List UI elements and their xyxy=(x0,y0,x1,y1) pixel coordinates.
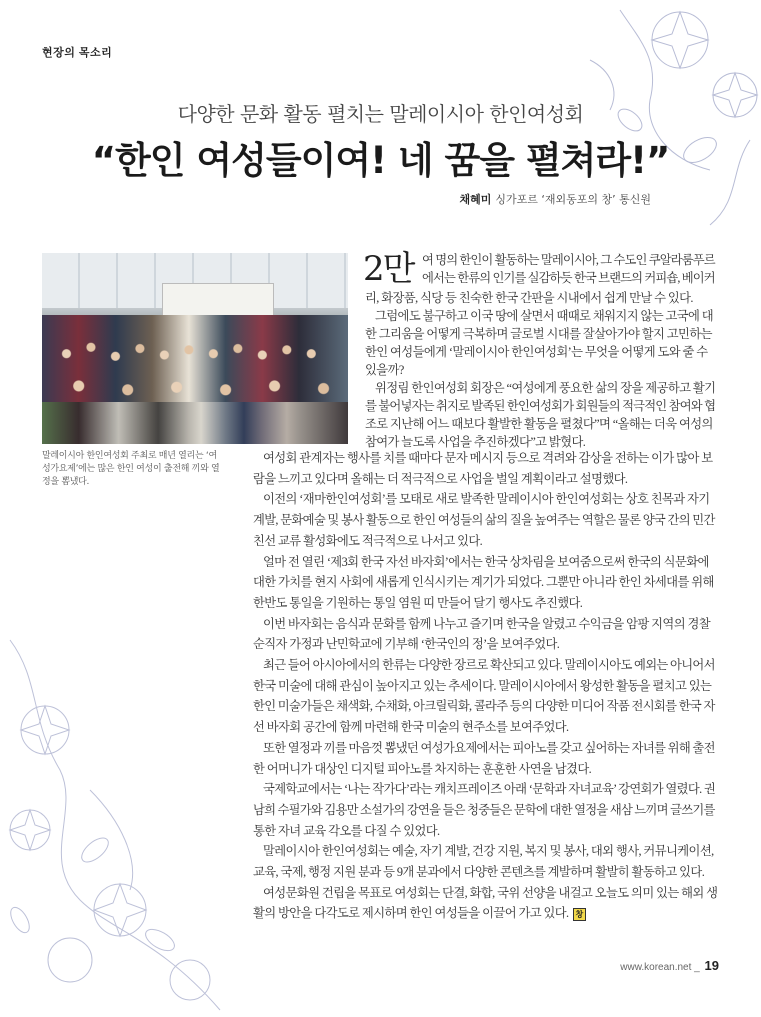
body-line: 여성문화원 건립을 목표로 여성회는 단결, 화합, 국위 선양을 내걸고 오늘도 의미 있는 해외 생 xyxy=(263,885,718,900)
body-line: 남희 수필가와 김용만 소설가의 강연을 들은 청중들은 문학에 대한 열정을 새삼 느끼며 글쓰기를 xyxy=(253,802,715,817)
body-line: 순직자 가정과 난민학교에 기부해 ‘한국인의 정’을 보여주었다. xyxy=(253,637,560,652)
drop-cap: 2만 xyxy=(363,249,414,289)
body-line: 계발, 문화예술 및 봉사 활동으로 한인 여성들의 삶의 질을 높여주는 역할은 물론 양국 간의 민간 xyxy=(253,513,715,528)
body-line: 한 어머니가 대상인 디지털 피아노를 차지하는 훈훈한 사연을 남겼다. xyxy=(253,761,592,776)
body-line: 그럼에도 불구하고 이국 땅에 살면서 때때로 채워지지 않는 고국에 대 xyxy=(375,309,714,323)
body-line: 한 그리움을 어떻게 극복하며 글로벌 시대를 잘살아가야 할지 고민하는 xyxy=(365,327,712,341)
body-line: 리, 화장품, 식당 등 친숙한 한국 간판을 시내에서 쉽게 만날 수 있다. xyxy=(365,291,693,305)
body-line: 한반도 통일을 기원하는 통일 염원 띠 만들어 달기 행사도 추진했다. xyxy=(253,595,583,610)
group-photo xyxy=(42,253,348,444)
body-line: 국제학교에서는 ‘나는 작가다’라는 캐치프레이즈 아래 ‘문학과 자녀교육’ 강연회가 열렸다. 권 xyxy=(263,782,716,797)
body-line: 최근 들어 아시아에서의 한류는 다양한 장르로 확산되고 있다. 말레이시아도 예외는 아니어서 xyxy=(263,658,715,672)
page-number: 19 xyxy=(704,958,719,973)
author-role: 싱가포르 ‘재외동포의 창’ 통신원 xyxy=(495,193,651,206)
body-line: 선 바자회 공간에 함께 마련해 한국 미술의 현주소를 보여주었다. xyxy=(253,720,569,735)
body-line: 활의 방안을 다각도로 제시하며 한인 여성들을 이끌어 가고 있다. 창 xyxy=(253,905,715,921)
body-line: 여 명의 한인이 활동하는 말레이시아, 그 수도인 쿠알라룸푸르 xyxy=(422,253,715,267)
body-line: 위정림 한인여성회 회장은 “여성에게 풍요한 삶의 장을 제공하고 활기 xyxy=(375,381,716,395)
body-line: 말레이시아 한인여성회는 예술, 자기 계발, 건강 지원, 복지 및 봉사, 대외 행사, 커뮤니케이션, xyxy=(263,844,714,859)
photo-front-row xyxy=(42,402,348,444)
body-line: 조로 지난해 어느 때보다 활발한 활동을 펼쳤다”며 “올해는 더욱 여성의 xyxy=(365,417,713,431)
author-name: 채혜미 xyxy=(459,193,492,206)
body-line: 교육, 국제, 행정 지원 분과 등 9개 분과에서 다양한 콘텐츠를 계발하며 활발히 활동하고 있다. xyxy=(253,865,705,879)
footer-site: www.korean.net _ xyxy=(620,962,700,973)
body-line: 대한 가치를 현지 사회에 새롭게 인식시키는 계기가 되었다. 그뿐만 아니라 한인 차세대를 위해 xyxy=(253,575,714,590)
body-line: 참여가 늘도록 사업을 추진하겠다”고 밝혔다. xyxy=(365,435,586,449)
page-footer xyxy=(620,958,719,973)
photo-caption: 말레이시아 한인여성회 주최로 매년 열리는 ‘여성가요제’에는 많은 한인 여성이 출전해 끼와 열정을 뽐냈다. xyxy=(42,451,220,487)
body-line: 이번 바자회는 음식과 문화를 함께 나누고 즐기며 한국을 알렸고 수익금을 암팡 지역의 경찰 xyxy=(263,616,711,631)
section-label: 현장의 목소리 xyxy=(42,47,113,59)
body-line: 람을 느끼고 있다며 올해는 더 적극적으로 사업을 벌일 계획이라고 설명했다. xyxy=(253,471,628,486)
body-line: 있을까? xyxy=(365,363,404,377)
body-line: 이전의 ‘재마한인여성회’를 모태로 새로 발족한 말레이시아 한인여성회는 상호 친목과 자기 xyxy=(263,492,710,507)
body-line: 또한 열정과 끼를 마음껏 뽐냈던 여성가요제에서는 피아노를 갖고 싶어하는 자녀를 위해 출전 xyxy=(263,740,715,755)
article-subtitle: 다양한 문화 활동 펼치는 말레이시아 한인여성회 xyxy=(177,102,584,126)
end-mark-icon: 창 xyxy=(573,908,586,921)
byline xyxy=(459,191,651,207)
body-line: 여성회 관계자는 행사를 치를 때마다 문자 메시지 등으로 격려와 감상을 전하는 이가 많아 보 xyxy=(263,451,713,465)
floral-decoration-bottom-left-icon xyxy=(0,620,250,1017)
body-line: 한인 미술가들은 채색화, 수채화, 아크릴릭화, 콜라주 등의 다양한 미디어 작품 전시회를 한국 자 xyxy=(253,699,715,714)
body-line: 친선 교류 활성화에도 적극적으로 나서고 있다. xyxy=(253,533,483,548)
body-line: 에서는 한류의 인기를 실감하듯 한국 브랜드의 커피숍, 베이커 xyxy=(422,271,715,285)
body-line: 한인 여성들에게 ‘말레이시아 한인여성회’는 무엇을 어떻게 도와 줄 수 xyxy=(365,345,708,359)
article-headline: “한인 여성들이여! 네 꿈을 펼쳐라!” xyxy=(91,139,670,182)
body-line: 한국 미술에 대해 관심이 높아지고 있는 추세이다. 말레이시아에서 왕성한 활동을 펼치고 있는 xyxy=(253,678,712,693)
body-line: 를 불어넣자는 취지로 발족된 한인여성회가 회원들의 적극적인 참여와 협 xyxy=(365,399,716,413)
body-line: 통한 자녀 교육 각오를 다질 수 있었다. xyxy=(253,823,440,838)
body-line: 얼마 전 열린 ‘제3회 한국 자선 바자회’에서는 한국 상차림을 보여줌으로써 한국의 식문화에 xyxy=(263,554,709,569)
